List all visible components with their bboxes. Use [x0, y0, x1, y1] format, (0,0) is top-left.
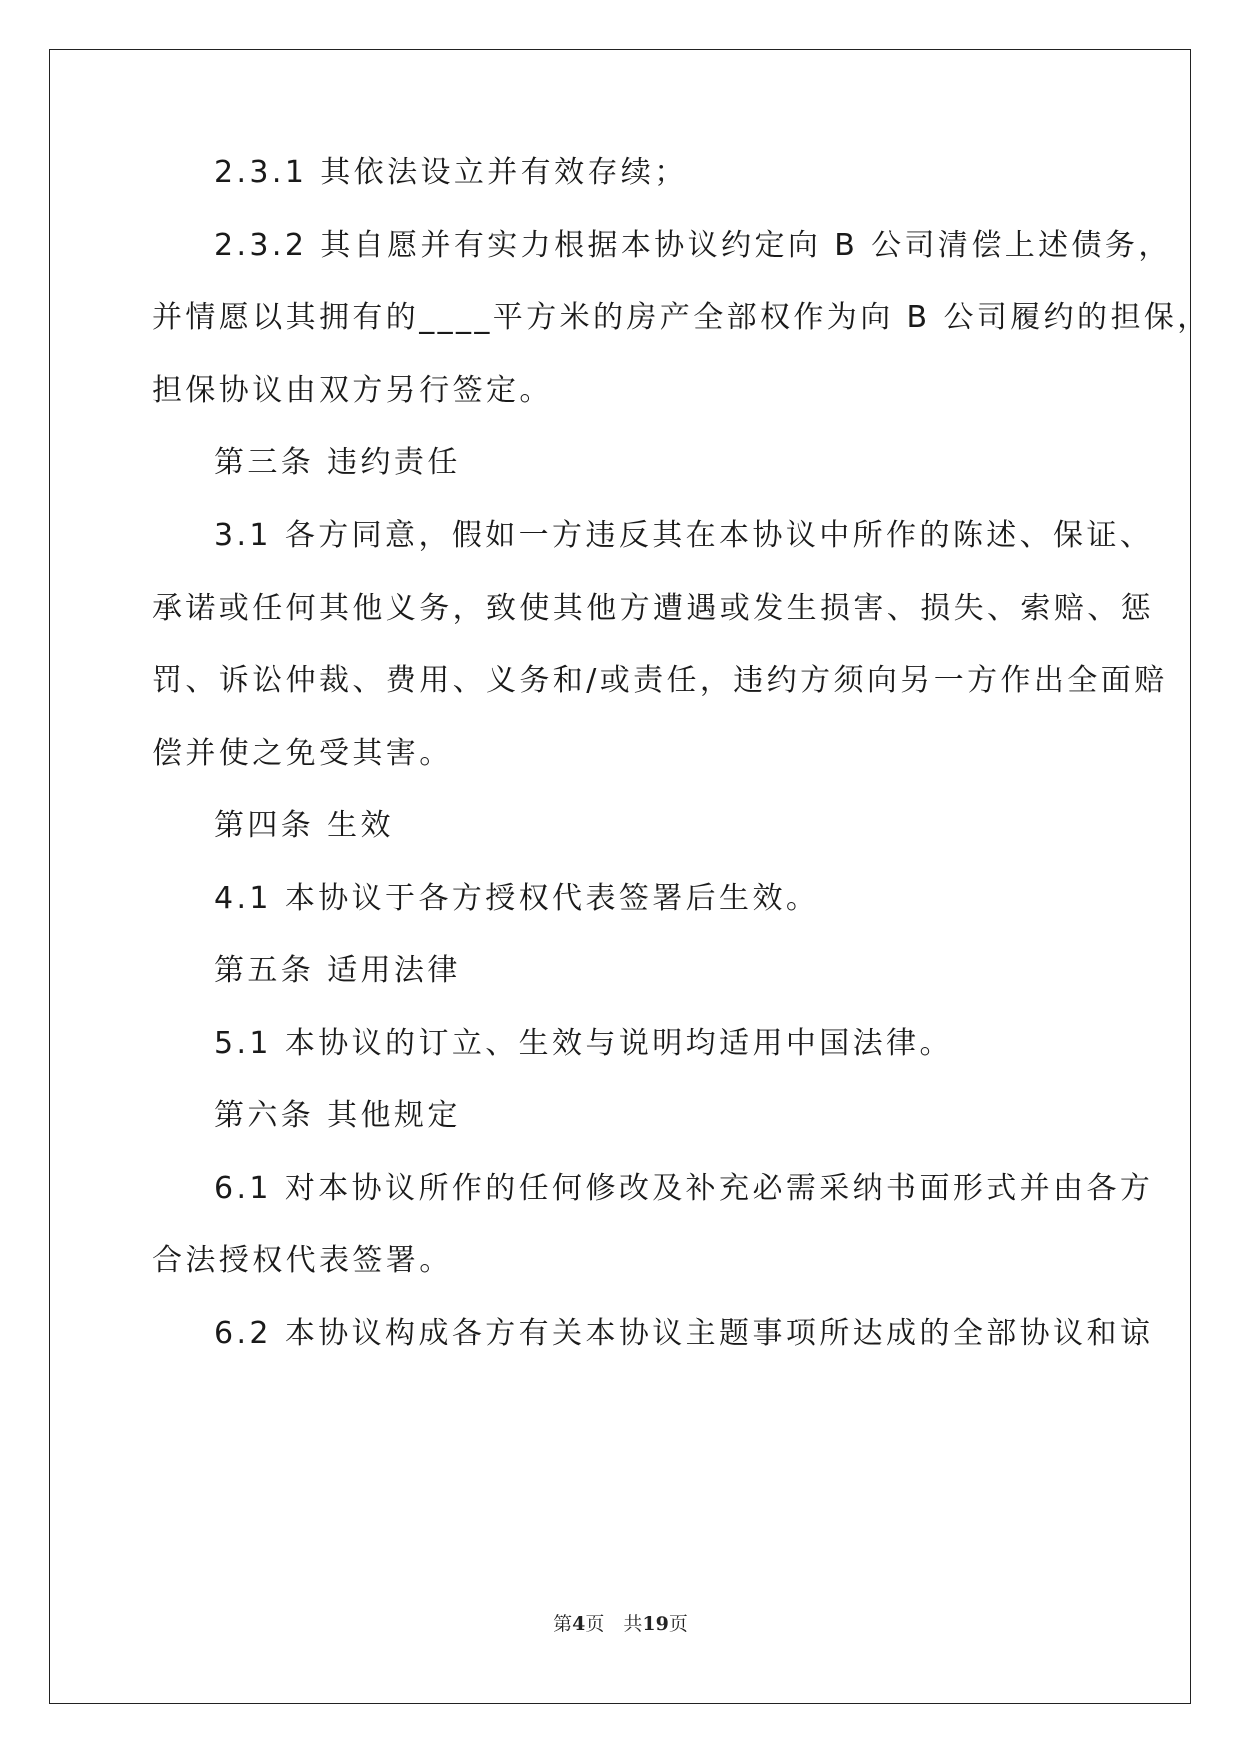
clause-4-1: 4.1 本协议于各方授权代表签署后生效。 [214, 881, 820, 916]
article-6-heading: 第六条 其他规定 [214, 1098, 461, 1133]
paragraph-line: 担保协议由双方另行签定。 [152, 373, 553, 408]
article-3-heading: 第三条 违约责任 [214, 445, 461, 480]
paragraph-line: 合法授权代表签署。 [152, 1243, 453, 1278]
paragraph-line: 罚、诉讼仲裁、费用、义务和/或责任，违约方须向另一方作出全面赔 [152, 663, 1168, 698]
article-4-heading: 第四条 生效 [214, 808, 394, 843]
paragraph-line: 承诺或任何其他义务，致使其他方遭遇或发生损害、损失、索赔、惩 [152, 591, 1154, 626]
footer-suffix: 页 [668, 1613, 688, 1635]
article-5-heading: 第五条 适用法律 [214, 953, 461, 988]
current-page-number: 4 [572, 1613, 586, 1635]
page-footer [0, 1612, 1241, 1636]
clause-3-1: 3.1 各方同意，假如一方违反其在本协议中所作的陈述、保证、 [214, 518, 1154, 553]
footer-mid: 页 共 [585, 1613, 643, 1635]
paragraph-line: 并情愿以其拥有的____平方米的房产全部权作为向 B 公司履约的担保， [152, 300, 1211, 335]
clause-6-2: 6.2 本协议构成各方有关本协议主题事项所达成的全部协议和谅 [214, 1316, 1154, 1351]
clause-2-3-2: 2.3.2 其自愿并有实力根据本协议约定向 B 公司清偿上述债务， [214, 228, 1172, 263]
clause-5-1: 5.1 本协议的订立、生效与说明均适用中国法律。 [214, 1026, 953, 1061]
total-page-count: 19 [642, 1613, 669, 1635]
clause-2-3-1: 2.3.1 其依法设立并有效存续； [214, 155, 688, 190]
clause-6-1: 6.1 对本协议所作的任何修改及补充必需采纳书面形式并由各方 [214, 1171, 1154, 1206]
paragraph-line: 偿并使之免受其害。 [152, 736, 453, 771]
footer-prefix: 第 [553, 1613, 573, 1635]
